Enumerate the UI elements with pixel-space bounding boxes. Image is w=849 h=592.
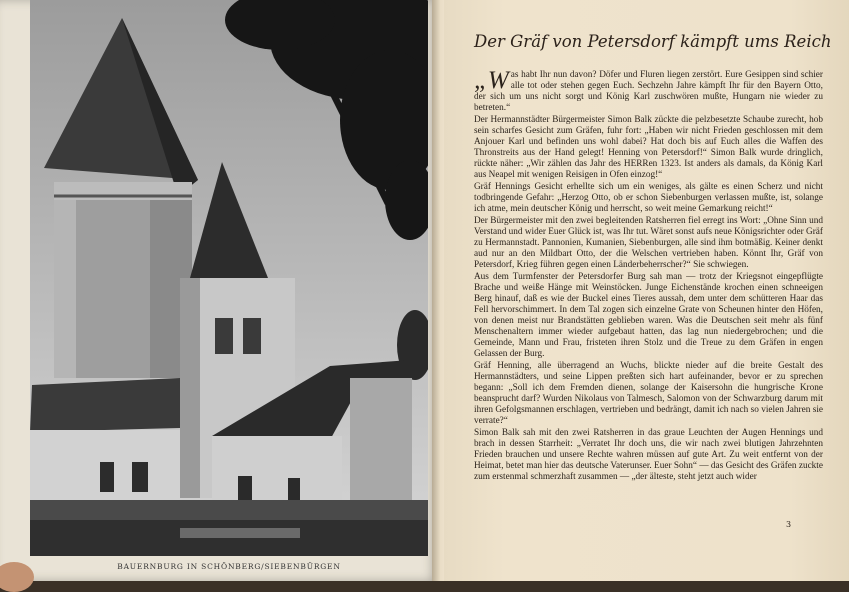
paragraph: Gräf Henning, alle überragend an Wuchs, blickte nieder auf die breite Gestalt des Hermannstädters, und seine Lippen preßten sich hart aufeinander, bevor er zu sprechen begann: „Soll ich dem Fremden dienen, solange der Kaisersohn die hungrische Krone beansprucht darf? Wurden Nikolaus von Talmesch, Salomon von der Schwarzburg darum mit ihren Gefolgsmannen erschlagen, vertrieben und bedrängt, damit ich nach so vielen Jahren sie verrate?“ xyxy=(474,361,823,426)
paragraph: „Was habt Ihr nun davon? Döfer und Fluren liegen zerstört. Eure Gesippen sind schier alle tot oder stehen gegen Euch. Sechzehn Jahre kämpft Ihr für den Bayern Otto, der sich um uns nicht sorgt und König Karl zuschwören mußte, Hungarn nie wieder zu betreten.“ xyxy=(474,70,823,113)
page-number: 3 xyxy=(786,520,792,529)
paragraph: Aus dem Turmfenster der Petersdorfer Burg sah man — trotz der Kriegsnot eingepflügte Brache und weiße Hänge mit Weinstöcken. Junge Eichenstände krochen einen schneeigen Berg hinauf, daß es wie der Buckel eines Tieres aussah, dem unter dem schütteren Haar das Fell hervorschimmert. In dem Tal zogen sich einzelne Grate von Scheunen hinter den Höfen, von denen meist nur Brandstätten geblieben waren. Was die Deutschen seit mehr als fünf Menschenaltern immer wieder aufgebaut hatten, das lag nun niedergebrochen; und die Gemeinde, Mann und Frau, fristeten ihren Stolz und die Treue zu dem Gräfen in engen Gelassen der Burg. xyxy=(474,272,823,359)
thumb xyxy=(0,562,34,592)
paragraph: Der Hermannstädter Bürgermeister Simon Balk zückte die pelzbesetzte Schaube zurecht, hob sein scharfes Gesicht zum Gräfen, fuhr fort: „Haben wir nicht Frieden geschlossen mit dem Anjouer Karl und befinden uns wohl dabei? Hat doch bis auf Euch alles die Waffen des Thronstreits aus der Hand gelegt! Henning von Petersdorf!“ Simon Balk wurde dringlich, rückte näher: „Wir zählen das Jahr des HERRen 1323. Ist anders als damals, da König Karl aus Neapel mit wenigen Reisigen in Ofen einzog!“ xyxy=(474,115,823,180)
body-text xyxy=(474,70,823,540)
chapter-title: Der Gräf von Petersdorf kämpft ums Reich xyxy=(474,32,832,51)
paragraph: Der Bürgermeister mit den zwei begleitenden Ratsherren fiel erregt ins Wort: „Ohne Sinn und Verstand und wider Euer Glück ist, was Ihr tut. Wäret sonst aufs neue Königsrichter oder Gräf zu Hermannstadt. Pannonien, Kumanien, Siebenburgen, alle sind ihm botmäßig. Keiner denkt aud nur an den Mildbart Otto, der die Welschen vertrieben haben. Könnt Ihr, Gräf von Petersdorf, Krieg führen gegen einen Länderbeherrscher?“ Sie schwiegen. xyxy=(474,216,823,270)
paragraph: Gräf Hennings Gesicht erhellte sich um ein weniges, als gälte es einen Scherz und nicht todbringende Gefahr: „Herzog Otto, ob er schon Siebenburgen verlassen mußte, ist, solange ich atme, mein deutscher König und herrscht, so weit meine Gemarkung reicht!“ xyxy=(474,182,823,214)
church-fortress-photo xyxy=(30,0,428,556)
photo-caption: BAUERNBURG IN SCHÖNBERG/SIEBENBÜRGEN xyxy=(117,562,341,571)
right-page xyxy=(444,0,849,581)
paragraph: Simon Balk sah mit den zwei Ratsherren in das graue Leuchten der Augen Hennings und brach in dessen Starrheit: „Verratet Ihr doch uns, die wir nach zwei blutigen Jahrzehnten Frieden brauchen und unsere Rechte wahren müssen auf gute Art. Zu weit entfernt von der Heimat, betet man hier das deutsche Vaterunser. Euer Sohn“ — das Gesicht des Gräfen zuckte zum erstenmal schmerzhaft zusammen — „der älteste, steht jetzt auch wider xyxy=(474,428,823,482)
